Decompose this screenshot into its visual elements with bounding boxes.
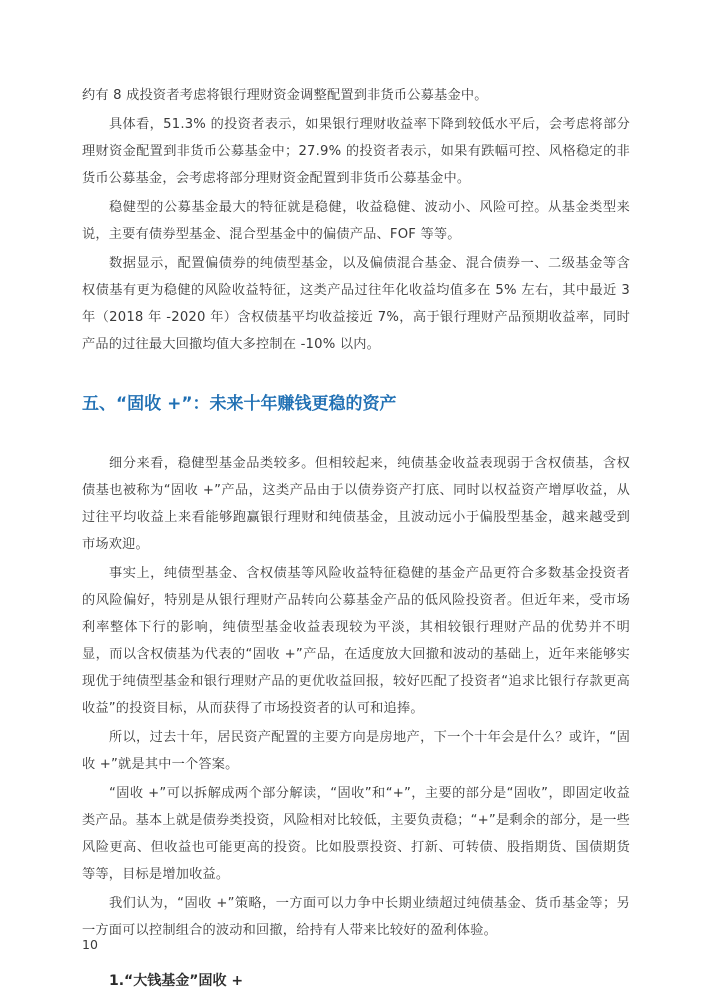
page-number: 10	[82, 937, 98, 952]
paragraph-fixed-income-plus-explained: “固收 +”可以拆解成两个部分解读，“固收”和“+”，主要的部分是“固收”，即固定收益类产品。基本上就是债券类投资，风险相对比较低，主要负责稳；“+”是剩余的部分，是一些风险更高、但收益也可能更高的投资。比如股票投资、打新、可转债、股指期货、国债期货等等，目标是增加收益。	[82, 786, 630, 882]
paragraph-intro: 约有 8 成投资者考虑将银行理财资金调整配置到非货币公募基金中。	[82, 88, 488, 103]
paragraph-stable-fund-features: 稳健型的公募基金最大的特征就是稳健，收益稳健、波动小、风险可控。从基金类型来说，主要有债券型基金、混合型基金中的偏债产品、FOF 等等。	[82, 200, 630, 242]
section-heading: 五、“固收 +”：未来十年赚钱更稳的资产	[82, 394, 397, 414]
paragraph-in-fact: 事实上，纯债型基金、含权债基等风险收益特征稳健的基金产品更符合多数基金投资者的风险偏好，特别是从银行理财产品转向公募基金产品的低风险投资者。但近年来，受市场利率整体下行的影响，纯债型基金收益表现较为平淡，其相较银行理财产品的优势并不明显，而以含权债基为代表的“固收 +”产品，在适度放大回撤和波动的基础上，近年来能够实现优于纯债型基金和银行理财产品的更优收益回报，较好匹配了投资者“追求比银行存款更高收益”的投资目标，从而获得了市场投资者的认可和追捧。	[82, 566, 630, 716]
paragraph-survey-detail: 具体看，51.3% 的投资者表示，如果银行理财收益率下降到较低水平后，会考虑将部分理财资金配置到非货币公募基金中；27.9% 的投资者表示，如果有跌幅可控、风格稳定的非货币公募基金，会考虑将部分理财资金配置到非货币公募基金中。	[82, 117, 630, 186]
paragraph-data-analysis: 数据显示，配置偏债券的纯债型基金，以及偏债混合基金、混合债券一、二级基金等含权债基有更为稳健的风险收益特征，这类产品过往年化收益均值多在 5% 左右，其中最近 3 年（2018 年 -2020 年）含权债基平均收益接近 7%，高于银行理财产品预期收益率，同时产品的过往最大回撤均值大多控制在 -10% 以内。	[82, 256, 630, 352]
page-content	[82, 82, 630, 990]
paragraph-breakdown: 细分来看，稳健型基金品类较多。但相较起来，纯债基金收益表现弱于含权债基，含权债基也被称为“固收 +”产品，这类产品由于以债券资产打底、同时以权益资产增厚收益，从过往平均收益上来看能够跑赢银行理财和纯债基金，且波动远小于偏股型基金，越来越受到市场欢迎。	[82, 456, 630, 552]
sub-heading: 1.“大钱基金”固收 +	[109, 973, 244, 989]
paragraph-next-decade: 所以，过去十年，居民资产配置的主要方向是房地产，下一个十年会是什么？或许，“固收 +”就是其中一个答案。	[82, 730, 630, 772]
paragraph-strategy-view: 我们认为，“固收 +”策略，一方面可以力争中长期业绩超过纯债基金、货币基金等；另一方面可以控制组合的波动和回撤，给持有人带来比较好的盈利体验。	[82, 896, 630, 938]
